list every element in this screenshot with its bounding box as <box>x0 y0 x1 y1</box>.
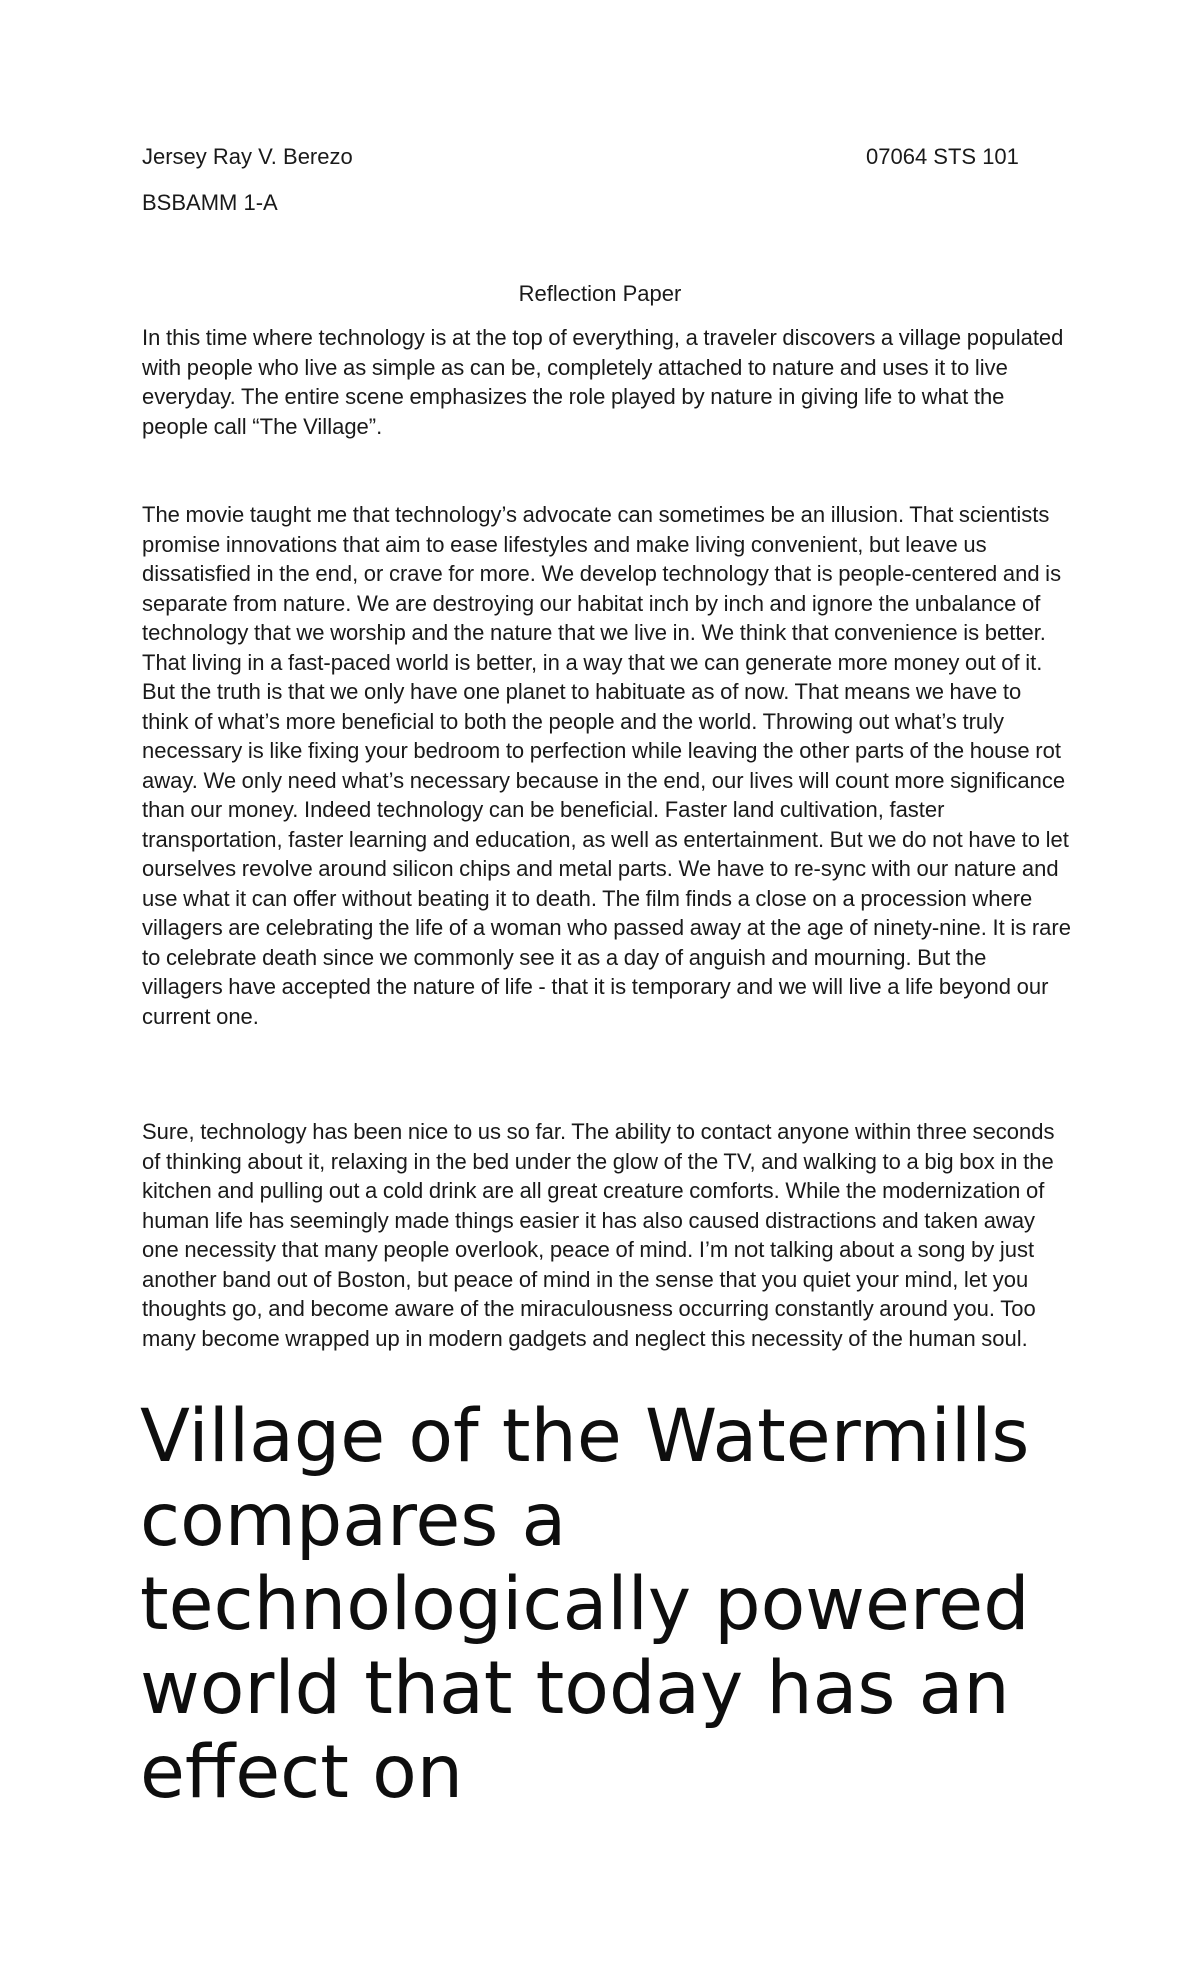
author-block <box>142 142 353 234</box>
large-headline: Village of the Watermills compares a technologically powered world that today has an effect on <box>140 1394 1030 1815</box>
paragraph-body: The movie taught me that technology’s advocate can sometimes be an illusion. That scientists promise innovations that aim to ease lifestyles and make living convenient, but leave us dissatisfied in the end, or crave for more. We develop technology that is people-centered and is separate from nature. We are destroying our habitat inch by inch and ignore the unbalance of technology that we worship and the nature that we live in. We think that convenience is better. That living in a fast-paced world is better, in a way that we can generate more money out of it. But the truth is that we only have one planet to habituate as of now. That means we have to think of what’s more beneficial to both the people and the world. Throwing out what’s truly necessary is like fixing your bedroom to perfection while leaving the other parts of the house rot away. We only need what’s necessary because in the end, our lives will count more significance than our money. Indeed technology can be beneficial. Faster land cultivation, faster transportation, faster learning and education, as well as entertainment. But we do not have to let ourselves revolve around silicon chips and metal parts. We have to re-sync with our nature and use what it can offer without beating it to death. The film finds a close on a procession where villagers are celebrating the life of a woman who passed away at the age of ninety-nine. It is rare to celebrate death since we commonly see it as a day of anguish and mourning. But the villagers have accepted the nature of life - that it is temporary and we will live a life beyond our current one. <box>142 502 1071 1029</box>
paragraph-closing: Sure, technology has been nice to us so far. The ability to contact anyone within three seconds of thinking about it, relaxing in the bed under the glow of the TV, and walking to a big box in the kitchen and pulling out a cold drink are all great creature comforts. While the modernization of human life has seemingly made things easier it has also caused distractions and taken away one necessity that many people overlook, peace of mind. I’m not talking about a song by just another band out of Boston, but peace of mind in the sense that you quiet your mind, let you thoughts go, and become aware of the miraculousness occurring constantly around you. Too many become wrapped up in modern gadgets and neglect this necessity of the human soul. <box>142 1119 1055 1351</box>
author-section: BSBAMM 1-A <box>142 190 278 215</box>
course-code: 07064 STS 101 <box>866 144 1019 169</box>
author-name: Jersey Ray V. Berezo <box>142 144 353 169</box>
document-title: Reflection Paper <box>518 281 682 306</box>
paragraph-intro: In this time where technology is at the top of everything, a traveler discovers a village populated with people who live as simple as can be, completely attached to nature and uses it to live everyday. The entire scene emphasizes the role played by nature in giving life to what the people call “The Village”. <box>142 325 1064 439</box>
